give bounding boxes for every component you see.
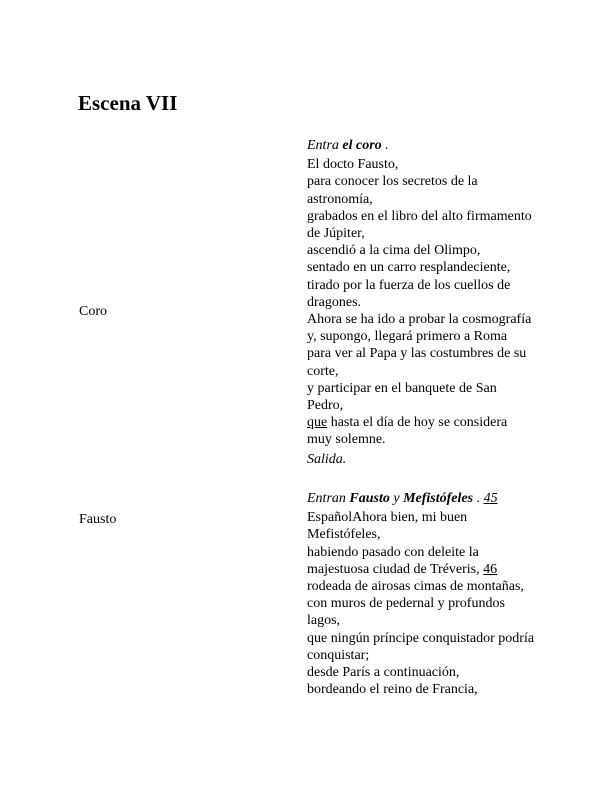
mephistopheles-name: Mefistófeles <box>403 491 474 506</box>
faustus-speech <box>307 490 535 698</box>
verse-line: grabados en el libro del alto firmamento de Júpiter, <box>307 208 532 242</box>
verse-line: desde París a continuación, <box>307 665 460 681</box>
verse-line: habiendo pasado con deleite la <box>307 544 479 560</box>
footnote-link-45[interactable]: 45 <box>483 491 498 506</box>
scene-title: Escena VII <box>78 91 178 115</box>
verse-line: majestuosa ciudad de Tréveris, 46 <box>307 561 498 577</box>
verse-line: ascendió a la cima del Olimpo, <box>307 243 481 259</box>
verse-line: y participar en el banquete de San Pedro, <box>307 380 497 414</box>
verse-line: para ver al Papa y las costumbres de su corte, <box>307 346 527 379</box>
verse-line: que ningún príncipe conquistador podría conquistar; <box>307 630 535 663</box>
chorus-speech <box>307 137 535 468</box>
speaker-faustus: Fausto <box>79 512 117 527</box>
verse-line: tirado por la fuerza de los cuellos de dragones. <box>307 277 511 310</box>
verse-line: con muros de pedernal y profundos lagos, <box>307 596 505 629</box>
verse-line: EspañolAhora bien, mi buen Mefistófeles, <box>307 510 468 543</box>
stage-direction-enter-faustus: Entran Fausto y Mefistófeles . 45 <box>307 491 498 506</box>
underlined-word: que <box>307 415 328 431</box>
verse-line: sentado en un carro resplandeciente, <box>307 260 511 276</box>
verse-line: El docto Fausto, <box>307 157 399 173</box>
stage-direction-enter-chorus: Entra el coro . <box>307 138 389 153</box>
verse-line: Ahora se ha ido a probar la cosmografía <box>307 312 532 328</box>
speaker-chorus: Coro <box>79 304 107 319</box>
footnote-link-46[interactable]: 46 <box>483 561 498 577</box>
verse-line: bordeando el reino de Francia, <box>307 682 478 698</box>
verse-line: para conocer los secretos de la astronomía, <box>307 174 478 207</box>
faustus-name: Fausto <box>349 491 390 506</box>
verse-line: rodeada de airosas cimas de montañas, <box>307 579 524 595</box>
stage-direction-exit: Salida. <box>307 451 347 467</box>
verse-line: que hasta el día de hoy se considera muy solemne. <box>307 415 508 448</box>
chorus-name: el coro <box>342 138 382 153</box>
verse-line: y, supongo, llegará primero a Roma <box>307 329 508 345</box>
